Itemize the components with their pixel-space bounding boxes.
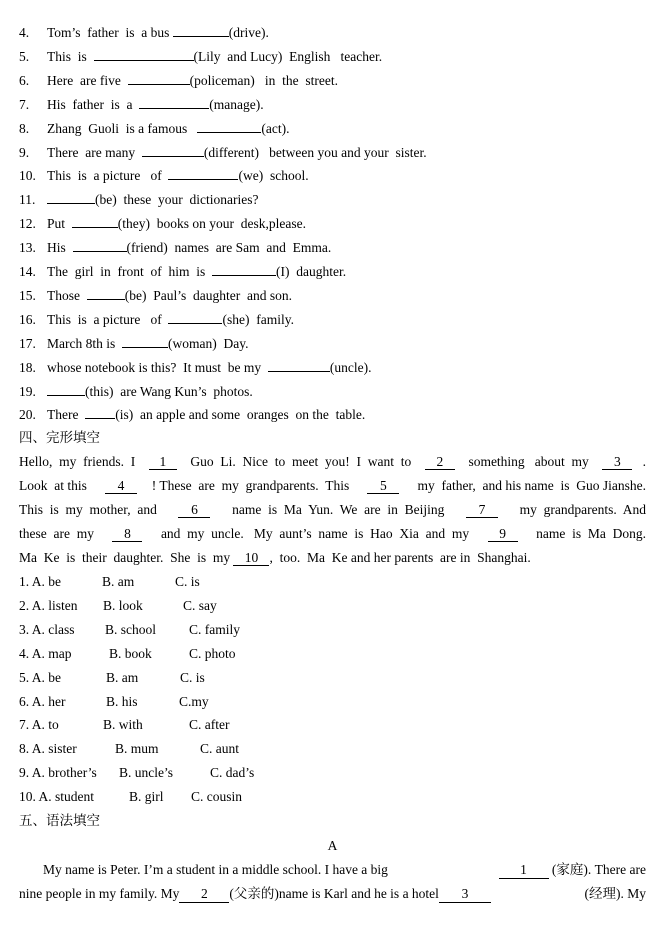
exercise-number: 15.: [19, 287, 36, 303]
exercise-item: [19, 311, 294, 327]
exercise-number: 12.: [19, 216, 36, 232]
cloze-text: something about my: [465, 454, 593, 469]
exercise-hint: (she) family.: [222, 311, 294, 327]
cloze-text: name is Ma Yun. We are in Beijing: [228, 502, 448, 517]
option-c[interactable]: C. aunt: [200, 741, 239, 757]
cloze-blank[interactable]: 8: [112, 526, 142, 542]
answer-blank[interactable]: [47, 191, 95, 204]
exercise-item: [19, 406, 365, 422]
option-row: [19, 789, 319, 805]
cloze-blank[interactable]: 10: [233, 550, 269, 566]
option-a[interactable]: 7. A. to: [19, 717, 59, 733]
grammar-blank-3: 3: [439, 886, 491, 903]
cloze-blank[interactable]: 1: [149, 454, 177, 470]
option-row: [19, 741, 319, 757]
option-a[interactable]: 10. A. student: [19, 789, 95, 805]
cloze-line: [19, 454, 646, 470]
option-c[interactable]: C. cousin: [191, 789, 243, 805]
cloze-line: [19, 502, 646, 518]
option-row: [19, 694, 319, 710]
cloze-text: Ma Ke is their daughter. She is my: [19, 550, 234, 565]
cloze-text: Guo Li. Nice to meet you! I want to: [187, 454, 415, 469]
cloze-blank[interactable]: 5: [367, 478, 399, 494]
answer-blank[interactable]: [122, 335, 168, 348]
exercise-number: 9.: [19, 144, 30, 160]
option-b[interactable]: B. mum: [115, 741, 159, 757]
cloze-text: and my uncle. My aunt’s name is Hao Xia and my: [157, 526, 473, 541]
answer-blank[interactable]: [73, 239, 127, 252]
exercise-hint: (friend) names are Sam and Emma.: [126, 240, 332, 256]
grammar-blank-2: 2: [179, 886, 229, 903]
option-b[interactable]: B. uncle’s: [119, 765, 173, 781]
cloze-blank[interactable]: 4: [105, 478, 137, 494]
exercise-text: Those: [47, 287, 87, 303]
exercise-text: Here are five: [47, 72, 128, 88]
grammar-line-2: [19, 886, 646, 902]
cloze-line: [19, 478, 646, 494]
cloze-text: .: [642, 454, 646, 469]
exercise-text: The girl in front of him is: [47, 264, 212, 279]
answer-blank[interactable]: [197, 120, 261, 133]
option-a[interactable]: 3. A. class: [19, 621, 75, 637]
option-b[interactable]: B. girl: [129, 789, 164, 805]
exercise-number: 13.: [19, 240, 36, 256]
grammar-line-1: [43, 862, 646, 878]
option-row: [19, 646, 319, 662]
answer-blank[interactable]: [168, 311, 222, 324]
option-c[interactable]: C. photo: [189, 645, 236, 661]
exercise-text: His father is a: [47, 96, 140, 112]
exercise-item: [19, 24, 269, 40]
option-a[interactable]: 8. A. sister: [19, 741, 77, 757]
exercise-text: Put: [47, 216, 72, 232]
exercise-number: 14.: [19, 264, 36, 279]
option-c[interactable]: C. after: [189, 717, 230, 733]
grammar-text: nine people in my family. My: [19, 886, 180, 901]
cloze-text: these are my: [19, 526, 98, 541]
answer-blank[interactable]: [173, 24, 229, 37]
exercise-number: 20.: [19, 407, 36, 423]
exercise-item: [19, 359, 371, 375]
exercise-text: Zhang Guoli is a famous: [47, 120, 198, 136]
answer-blank[interactable]: [128, 72, 190, 85]
grammar-text: (父亲的)name is Karl and he is a hotel: [229, 886, 439, 901]
grammar-text: (家庭). There are: [548, 862, 646, 877]
exercise-hint: (is) an apple and some oranges on the table.: [115, 407, 366, 423]
exercise-hint: (be) these your dictionaries?: [95, 192, 259, 208]
exercise-hint: (I) daughter.: [275, 264, 347, 279]
exercise-item: [19, 287, 292, 303]
exercise-number: 8.: [19, 120, 30, 136]
section-heading-grammar: 五、语法填空: [19, 813, 100, 829]
answer-blank[interactable]: [72, 215, 118, 228]
exercise-number: 17.: [19, 335, 36, 351]
exercise-item: [19, 48, 382, 64]
exercise-item: [19, 383, 253, 399]
section-heading-cloze: 四、完形填空: [19, 430, 100, 446]
option-c[interactable]: C. is: [175, 574, 200, 589]
answer-blank[interactable]: [47, 383, 85, 396]
option-c[interactable]: C. is: [180, 669, 205, 685]
option-a[interactable]: 4. A. map: [19, 645, 72, 661]
cloze-blank[interactable]: 7: [466, 502, 498, 518]
option-b[interactable]: B. school: [105, 621, 157, 637]
cloze-blank[interactable]: 6: [178, 502, 210, 518]
exercise-item: [19, 263, 346, 279]
grammar-blank-1: 1: [499, 862, 549, 879]
cloze-text: Hello, my friends. I: [19, 454, 139, 469]
option-a[interactable]: 1. A. be: [19, 574, 61, 589]
exercise-item: [19, 167, 309, 183]
exercise-hint: (uncle).: [329, 359, 372, 375]
exercise-item: [19, 239, 331, 255]
exercise-hint: (be) Paul’s daughter and son.: [124, 287, 292, 303]
exercise-hint: (this) are Wang Kun’s photos.: [85, 383, 253, 399]
cloze-text: my grandparents. And: [516, 502, 646, 517]
option-c[interactable]: C. dad’s: [210, 765, 255, 781]
cloze-text: name is Ma Dong.: [532, 526, 646, 541]
option-a[interactable]: 2. A. listen: [19, 597, 78, 613]
exercise-text: March 8th is: [47, 335, 122, 351]
exercise-text: This is a picture of: [47, 311, 169, 327]
exercise-text: There: [47, 407, 86, 423]
exercise-item: [19, 144, 427, 160]
option-b[interactable]: B. am: [106, 669, 139, 685]
option-a[interactable]: 6. A. her: [19, 693, 66, 709]
passage-subtitle: A: [327, 838, 338, 853]
exercise-text: His: [47, 240, 73, 256]
cloze-text: my father, and his name is Guo Jianshe.: [414, 478, 646, 493]
answer-blank[interactable]: [87, 287, 125, 300]
exercise-item: [19, 120, 289, 136]
option-row: [19, 598, 319, 614]
exercise-hint: (drive).: [228, 25, 269, 40]
cloze-line: [19, 526, 646, 542]
option-row: [19, 574, 319, 590]
exercise-item: [19, 96, 264, 112]
cloze-blank[interactable]: 3: [602, 454, 632, 470]
exercise-number: 10.: [19, 168, 36, 184]
exercise-hint: (different) between you and your sister.: [203, 144, 427, 160]
exercise-text: This is a picture of: [47, 168, 169, 184]
option-row: [19, 670, 319, 686]
exercise-hint: (act).: [261, 120, 290, 136]
exercise-hint: (they) books on your desk,please.: [117, 216, 306, 232]
exercise-number: 5.: [19, 48, 30, 64]
cloze-text: ! These are my grandparents. This: [151, 478, 353, 493]
exercise-number: 18.: [19, 359, 36, 375]
exercise-hint: (we) school.: [238, 168, 309, 184]
cloze-text: , too. Ma Ke and her parents are in Shanghai.: [269, 550, 531, 565]
exercise-text: There are many: [47, 144, 142, 160]
exercise-hint: (policeman) in the street.: [189, 72, 339, 88]
answer-blank[interactable]: [142, 144, 204, 157]
exercise-number: 11.: [19, 192, 36, 208]
grammar-text: My name is Peter. I’m a student in a middle school. I have a big: [43, 862, 388, 877]
option-a[interactable]: 5. A. be: [19, 669, 61, 685]
answer-blank[interactable]: [168, 167, 238, 180]
cloze-line: [19, 550, 646, 566]
exercise-hint: (woman) Day.: [168, 335, 249, 351]
option-b[interactable]: B. look: [103, 597, 143, 613]
cloze-text: Look at this: [19, 478, 91, 493]
cloze-blank[interactable]: 9: [488, 526, 518, 542]
option-c[interactable]: C. say: [183, 597, 217, 613]
answer-blank[interactable]: [139, 96, 209, 109]
answer-blank[interactable]: [85, 406, 115, 419]
answer-blank[interactable]: [212, 263, 276, 276]
option-c[interactable]: C. family: [189, 621, 240, 637]
option-row: [19, 622, 319, 638]
exercise-number: 6.: [19, 72, 30, 88]
exercise-number: 7.: [19, 96, 30, 112]
exercise-hint: (Lily and Lucy) English teacher.: [193, 48, 383, 64]
exercise-number: 16.: [19, 311, 36, 327]
grammar-text: (经理). My: [584, 886, 646, 901]
answer-blank[interactable]: [94, 48, 194, 61]
exercise-number: 19.: [19, 383, 36, 399]
exercise-item: [19, 215, 306, 231]
option-c[interactable]: C.my: [179, 693, 209, 709]
option-row: [19, 717, 319, 733]
cloze-text: This is my mother, and: [19, 502, 161, 517]
exercise-text: This is: [47, 48, 94, 64]
exercise-item: [19, 335, 248, 351]
option-b[interactable]: B. am: [102, 574, 135, 589]
exercise-hint: (manage).: [209, 96, 264, 112]
exercise-item: [19, 191, 258, 207]
cloze-blank[interactable]: 2: [425, 454, 455, 470]
exercise-item: [19, 72, 338, 88]
exercise-text: Tom’s father is a bus: [47, 25, 173, 40]
exercise-number: 4.: [19, 25, 30, 40]
option-b[interactable]: B. with: [103, 717, 143, 733]
option-b[interactable]: B. his: [106, 693, 138, 709]
option-b[interactable]: B. book: [109, 645, 152, 661]
exercise-text: whose notebook is this? It must be my: [47, 359, 268, 375]
answer-blank[interactable]: [268, 359, 330, 372]
option-a[interactable]: 9. A. brother’s: [19, 765, 97, 781]
option-row: [19, 765, 319, 781]
